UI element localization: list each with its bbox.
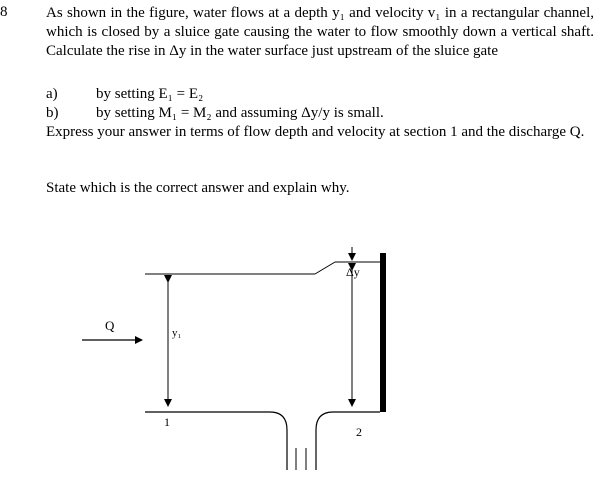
part-a-text: by setting E₁ = E₂ xyxy=(96,86,204,102)
water-surface xyxy=(145,262,380,274)
answer-instruction: State which is the correct answer and explain why. xyxy=(46,180,350,196)
water-surface-rise xyxy=(315,262,335,274)
flow-label: Q xyxy=(105,318,115,333)
sluice-gate xyxy=(380,253,386,412)
question-number: 8 xyxy=(0,4,8,20)
express-text: Express your answer in terms of flow depth and velocity at section 1 and the discharge Q. xyxy=(46,124,585,140)
delta-y-label: Δy xyxy=(346,265,360,279)
section-1-label: 1 xyxy=(164,415,170,429)
channel-bed-right xyxy=(316,412,380,470)
part-a-label: a) xyxy=(46,86,58,102)
part-b-text: by setting M₁ = M₂ and assuming Δy/y is small. xyxy=(96,105,384,121)
section-2-label: 2 xyxy=(356,425,362,439)
depth-y1-label: y₁ xyxy=(172,327,182,339)
problem-intro: As shown in the figure, water flows at a depth y₁ and velocity v₁ in a rectangular channel, which is closed by a sluice gate causing the water to flow smoothly down a vertical shaft. Calculate the rise in Δy in the water surface just upstream of the sluice gate xyxy=(46,5,594,59)
part-b-label: b) xyxy=(46,105,59,121)
